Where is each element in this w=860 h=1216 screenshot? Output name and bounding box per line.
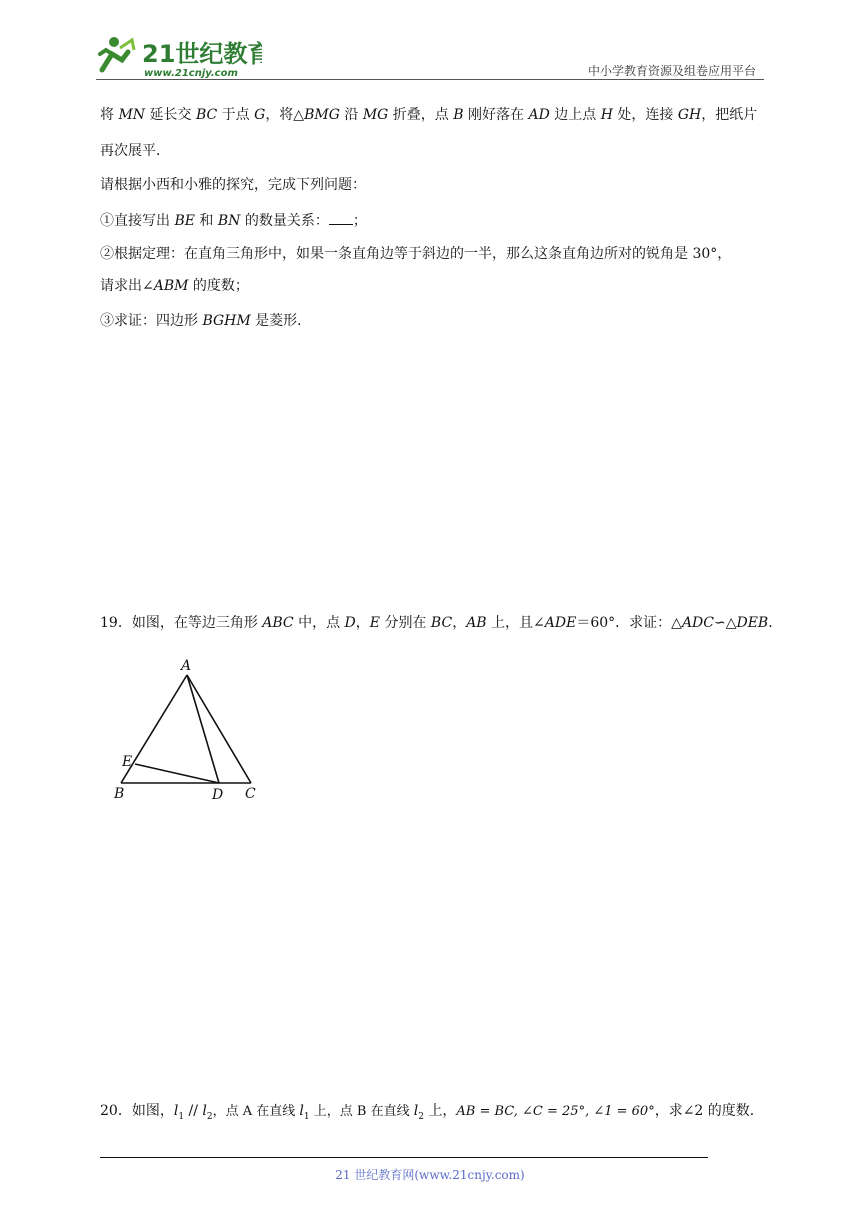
q18-line-2: 再次展平． <box>100 143 170 159</box>
q18-line-4: ①直接写出 BE 和 BN 的数量关系： ； <box>100 210 770 231</box>
label-C: C <box>245 786 256 802</box>
label-B: B <box>114 786 125 802</box>
label-A: A <box>181 658 192 674</box>
label-E: E <box>122 754 133 770</box>
q20-text: 20．如图，$l_1 // l_2$，点 A 在直线 $l_1$ 上，点 B 在直线 $l_2$ 上，AB = BC, ∠C = 25°, ∠1 = 60°，求∠2 的度数． <box>100 1103 764 1122</box>
answer-blank[interactable] <box>329 210 353 225</box>
triangle-figure <box>108 652 268 802</box>
q18-line-1: 将 MN 延长交 BC 于点 G，将△BMG 沿 MG 折叠，点 B 刚好落在 AD 边上点 H 处，连接 GH，把纸片 <box>100 107 758 123</box>
footer-text[interactable]: 21 世纪教育网(www.21cnjy.com) <box>335 1168 525 1182</box>
label-D: D <box>212 787 224 802</box>
site-logo <box>92 30 262 82</box>
header-divider <box>96 79 764 80</box>
q18-line-6: 请求出∠ABM 的度数； <box>100 278 249 294</box>
logo-text: 21世纪教育 <box>142 40 262 68</box>
q19-text: 19．如图，在等边三角形 ABC 中，点 D，E 分别在 BC，AB 上，且∠ADE＝60°．求证：△ADC∽△DEB． <box>100 615 783 631</box>
footer-divider <box>100 1157 708 1158</box>
q20-formula: AB = BC, ∠C = 25°, ∠1 = 60° <box>456 1104 655 1119</box>
q18-line-7: ③求证：四边形 BGHM 是菱形． <box>100 313 312 329</box>
q18-line-5: ②根据定理：在直角三角形中，如果一条直角边等于斜边的一半，那么这条直角边所对的锐角是 30°， <box>100 246 732 262</box>
logo-url: www.21cnjy.com <box>144 68 238 79</box>
site-title: 中小学教育资源及组卷应用平台 <box>587 64 756 78</box>
q18-line-3: 请根据小西和小雅的探究，完成下列问题： <box>100 177 366 193</box>
